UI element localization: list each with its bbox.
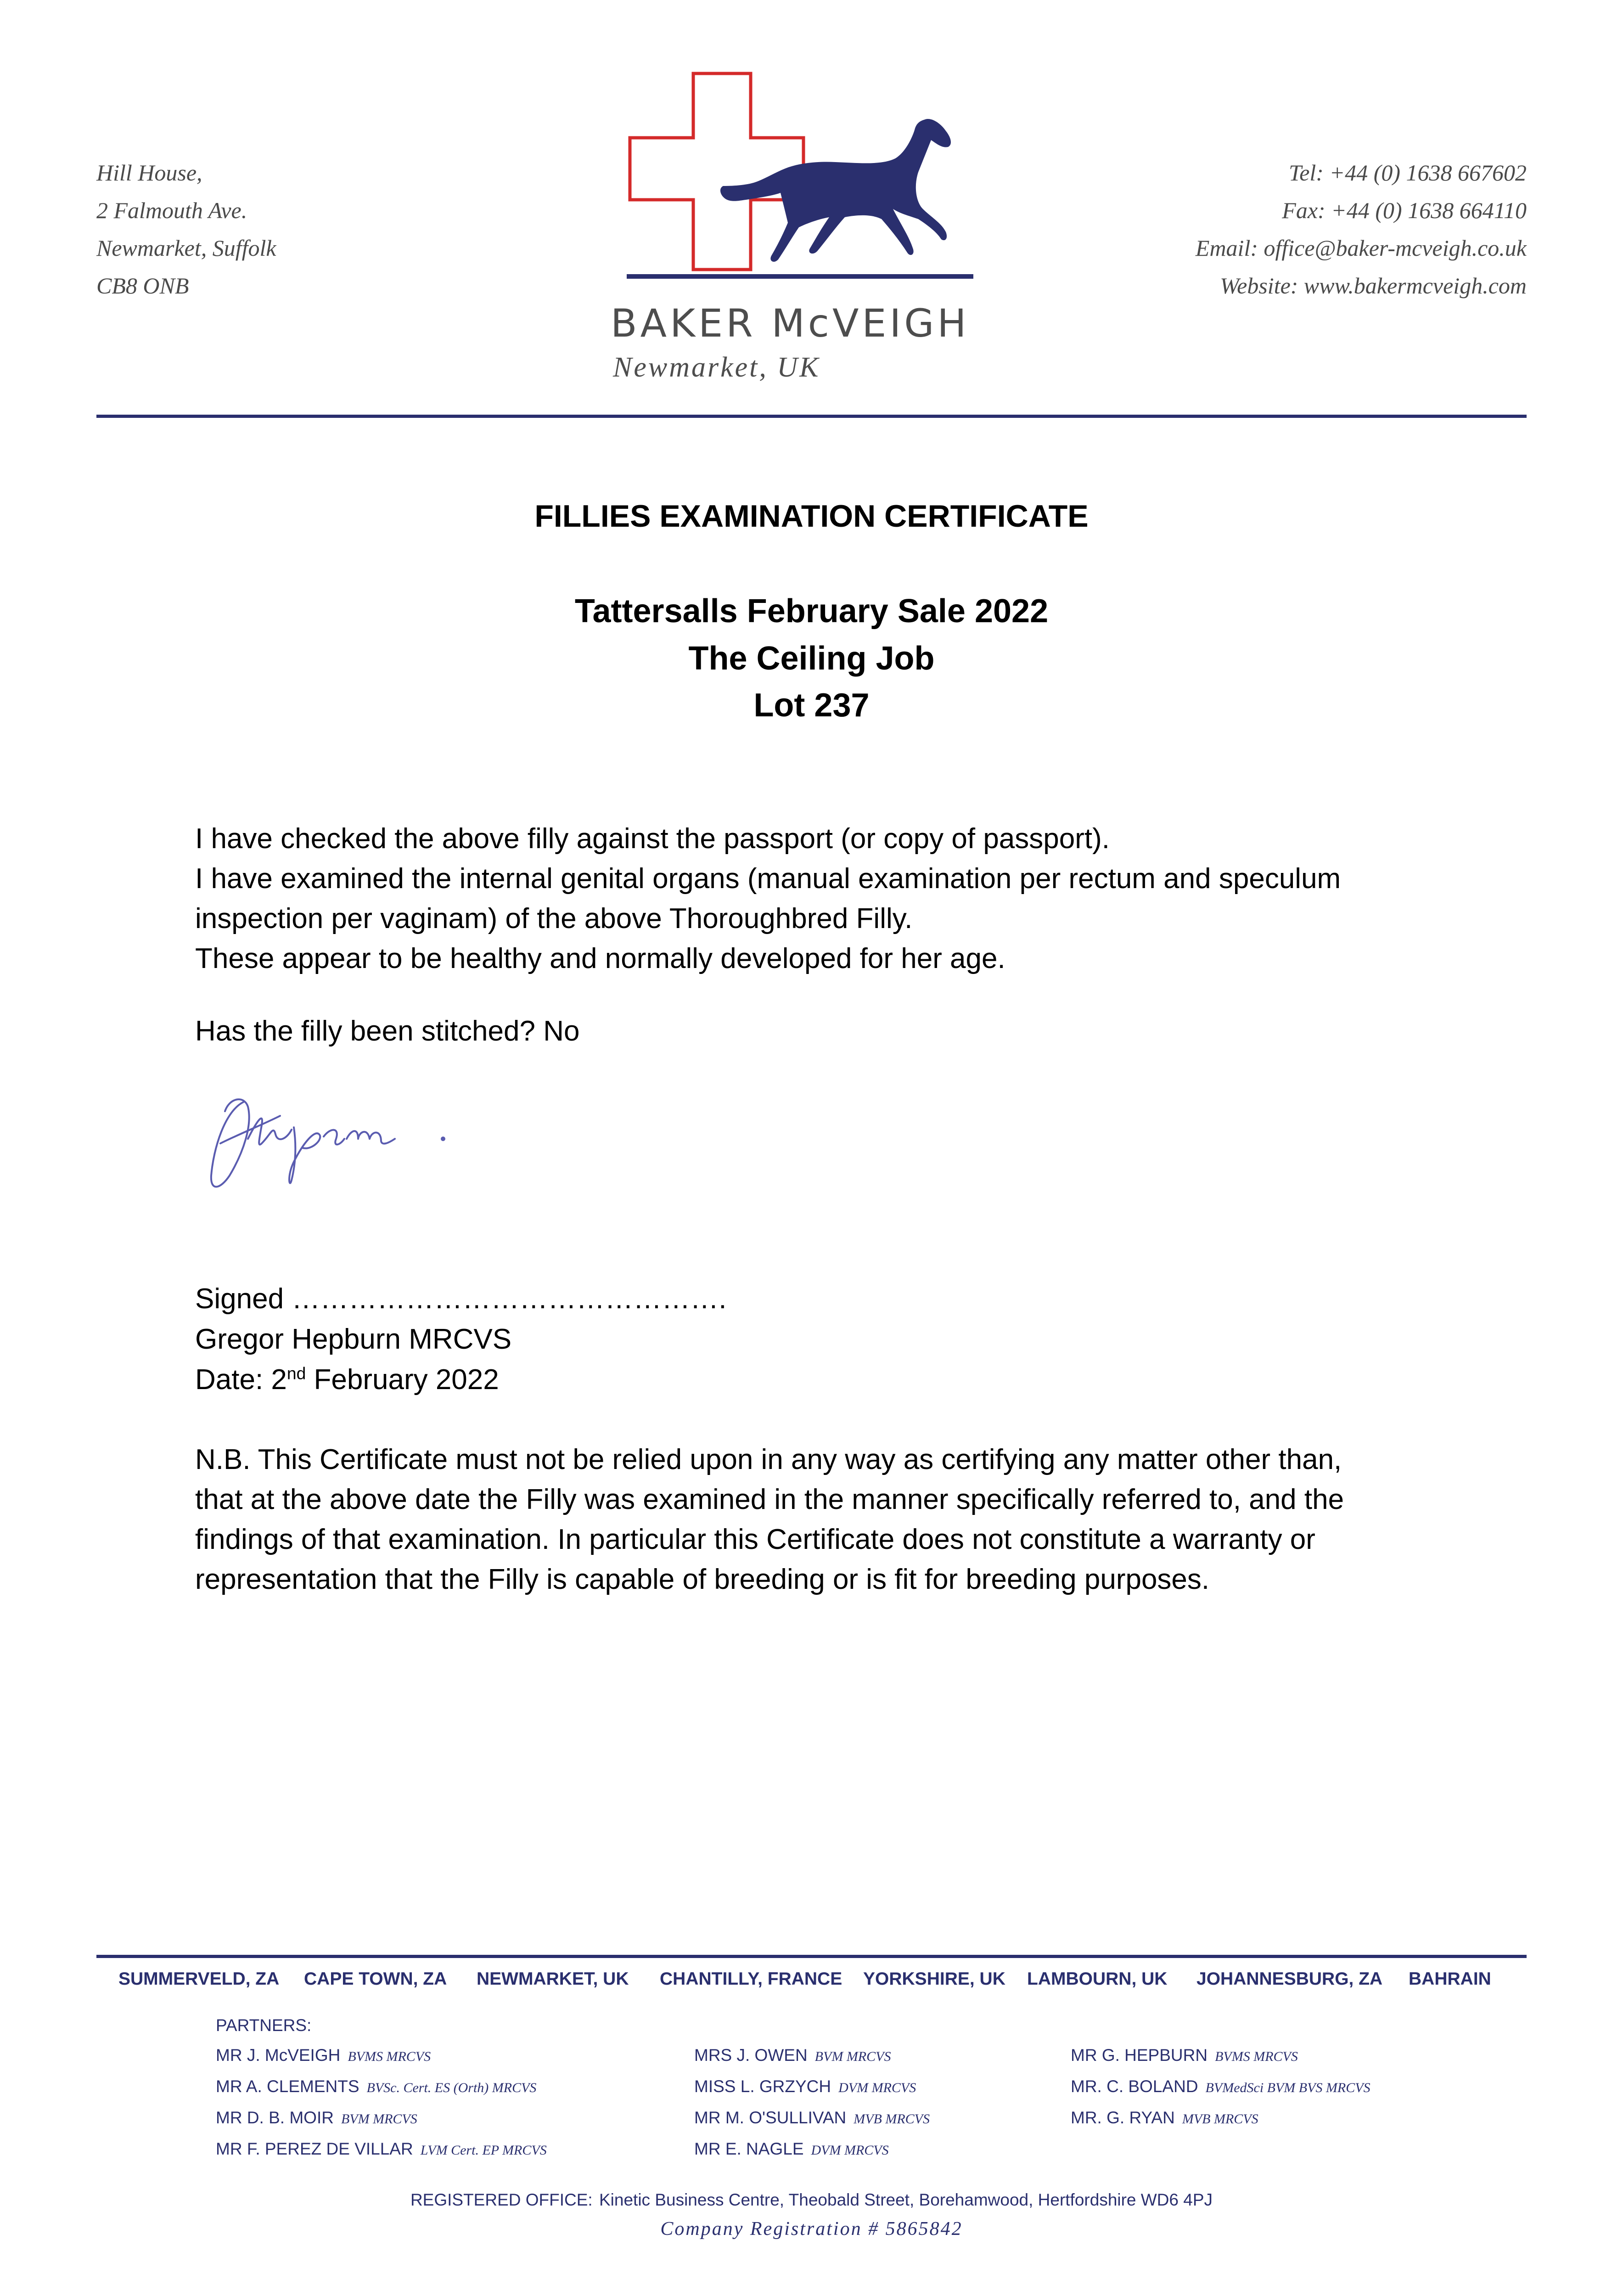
statement-line: inspection per vaginam) of the above Thoroughbred Filly. [195, 903, 913, 934]
disclaimer-line: that at the above date the Filly was examined in the manner specifically referred to, and the [195, 1484, 1344, 1515]
statement-line: I have checked the above filly against the passport (or copy of passport). [195, 823, 1110, 855]
address-line: CB8 ONB [96, 273, 189, 298]
location-item: SUMMERVELD, ZA [118, 1969, 280, 1989]
partner-name: MR F. PEREZ DE VILLAR [216, 2139, 413, 2158]
stitched-question: Has the filly been stitched? No [195, 1015, 580, 1047]
lot-number: Lot 237 [753, 687, 870, 724]
location-item: NEWMARKET, UK [477, 1969, 629, 1989]
partner-name: MR. G. RYAN [1071, 2108, 1175, 2127]
partner-entry [216, 2077, 536, 2096]
company-contact [1196, 154, 1527, 304]
partner-entry [1071, 2077, 1370, 2096]
registered-office [0, 2190, 1623, 2210]
registered-office-label: REGISTERED OFFICE: [410, 2190, 593, 2209]
location-item: CHANTILLY, FRANCE [660, 1969, 842, 1989]
location-item: YORKSHIRE, UK [863, 1969, 1005, 1989]
partner-qualifications: BVMedSci BVM BVS MRCVS [1205, 2080, 1370, 2095]
horse-name: The Ceiling Job [688, 640, 935, 677]
partner-entry [694, 2108, 930, 2127]
statement-line: These appear to be healthy and normally developed for her age. [195, 943, 1005, 974]
partner-entry [216, 2108, 417, 2127]
partner-qualifications: BVMS MRCVS [1215, 2049, 1298, 2064]
examination-statements [195, 819, 1527, 979]
signature-block [195, 1279, 727, 1400]
website: Website: www.bakermcveigh.com [1220, 273, 1527, 298]
date-ordinal: nd [286, 1363, 306, 1383]
partner-name: MR M. O'SULLIVAN [694, 2108, 847, 2127]
signed-line: Signed ………………………………………. [195, 1283, 727, 1315]
partner-name: MISS L. GRZYCH [694, 2077, 831, 2096]
company-address [96, 154, 276, 304]
partner-name: MR D. B. MOIR [216, 2108, 334, 2127]
partner-qualifications: DVM MRCVS [811, 2143, 889, 2158]
partner-qualifications: MVB MRCVS [854, 2111, 930, 2127]
company-registration: Company Registration # 5865842 [660, 2218, 963, 2240]
partner-qualifications: BVM MRCVS [341, 2111, 417, 2127]
location-item: CAPE TOWN, ZA [304, 1969, 447, 1989]
partners-heading: PARTNERS: [216, 2016, 312, 2035]
brand-location: Newmarket, UK [613, 352, 820, 383]
header-divider [96, 415, 1527, 418]
address-line: 2 Falmouth Ave. [96, 197, 247, 223]
brand-name: BAKER McVEIGH [611, 301, 970, 346]
partner-name: MRS J. OWEN [694, 2046, 808, 2065]
address-line: Newmarket, Suffolk [96, 235, 276, 261]
signatory-name: Gregor Hepburn MRCVS [195, 1323, 512, 1355]
partner-entry [216, 2046, 431, 2065]
partner-name: MR G. HEPBURN [1071, 2046, 1208, 2065]
registered-office-address: Kinetic Business Centre, Theobald Street, Borehamwood, Hertfordshire WD6 4PJ [599, 2190, 1213, 2209]
date-rest: February 2022 [306, 1364, 499, 1396]
baker-mcveigh-logo-icon [624, 71, 973, 287]
partner-name: MR A. CLEMENTS [216, 2077, 359, 2096]
footer-divider [96, 1955, 1527, 1958]
date-prefix: Date: 2 [195, 1364, 287, 1396]
partner-entry [216, 2139, 547, 2159]
partner-name: MR. C. BOLAND [1071, 2077, 1198, 2096]
disclaimer [195, 1440, 1527, 1599]
partner-qualifications: MVB MRCVS [1182, 2111, 1258, 2127]
partner-entry [694, 2139, 889, 2159]
address-line: Hill House, [96, 160, 202, 186]
partner-name: MR E. NAGLE [694, 2139, 804, 2158]
disclaimer-line: N.B. This Certificate must not be relied upon in any way as certifying any matter other than, [195, 1444, 1342, 1475]
partner-entry [1071, 2108, 1258, 2127]
email: Email: office@baker-mcveigh.co.uk [1195, 235, 1527, 261]
partner-qualifications: BVM MRCVS [814, 2049, 891, 2064]
certificate-date [195, 1360, 727, 1400]
telephone: Tel: +44 (0) 1638 667602 [1289, 160, 1527, 186]
disclaimer-line: representation that the Filly is capable of breeding or is fit for breeding purposes. [195, 1564, 1210, 1595]
location-item: BAHRAIN [1409, 1969, 1491, 1989]
location-item: LAMBOURN, UK [1027, 1969, 1168, 1989]
partner-entry [694, 2077, 916, 2096]
partner-name: MR J. McVEIGH [216, 2046, 341, 2065]
partner-entry [694, 2046, 891, 2065]
partner-qualifications: BVSc. Cert. ES (Orth) MRCVS [366, 2080, 537, 2095]
partner-qualifications: LVM Cert. EP MRCVS [420, 2143, 547, 2158]
sale-name: Tattersalls February Sale 2022 [574, 593, 1049, 630]
location-item: JOHANNESBURG, ZA [1196, 1969, 1383, 1989]
disclaimer-line: findings of that examination. In particular this Certificate does not constitute a warranty or [195, 1524, 1315, 1555]
partner-entry [1071, 2046, 1298, 2065]
partner-qualifications: DVM MRCVS [838, 2080, 916, 2095]
fax: Fax: +44 (0) 1638 664110 [1282, 197, 1527, 223]
partner-qualifications: BVMS MRCVS [348, 2049, 431, 2064]
certificate-title: FILLIES EXAMINATION CERTIFICATE [534, 499, 1089, 534]
statement-line: I have examined the internal genital organs (manual examination per rectum and speculum [195, 863, 1341, 895]
handwritten-signature-icon [193, 1070, 514, 1208]
